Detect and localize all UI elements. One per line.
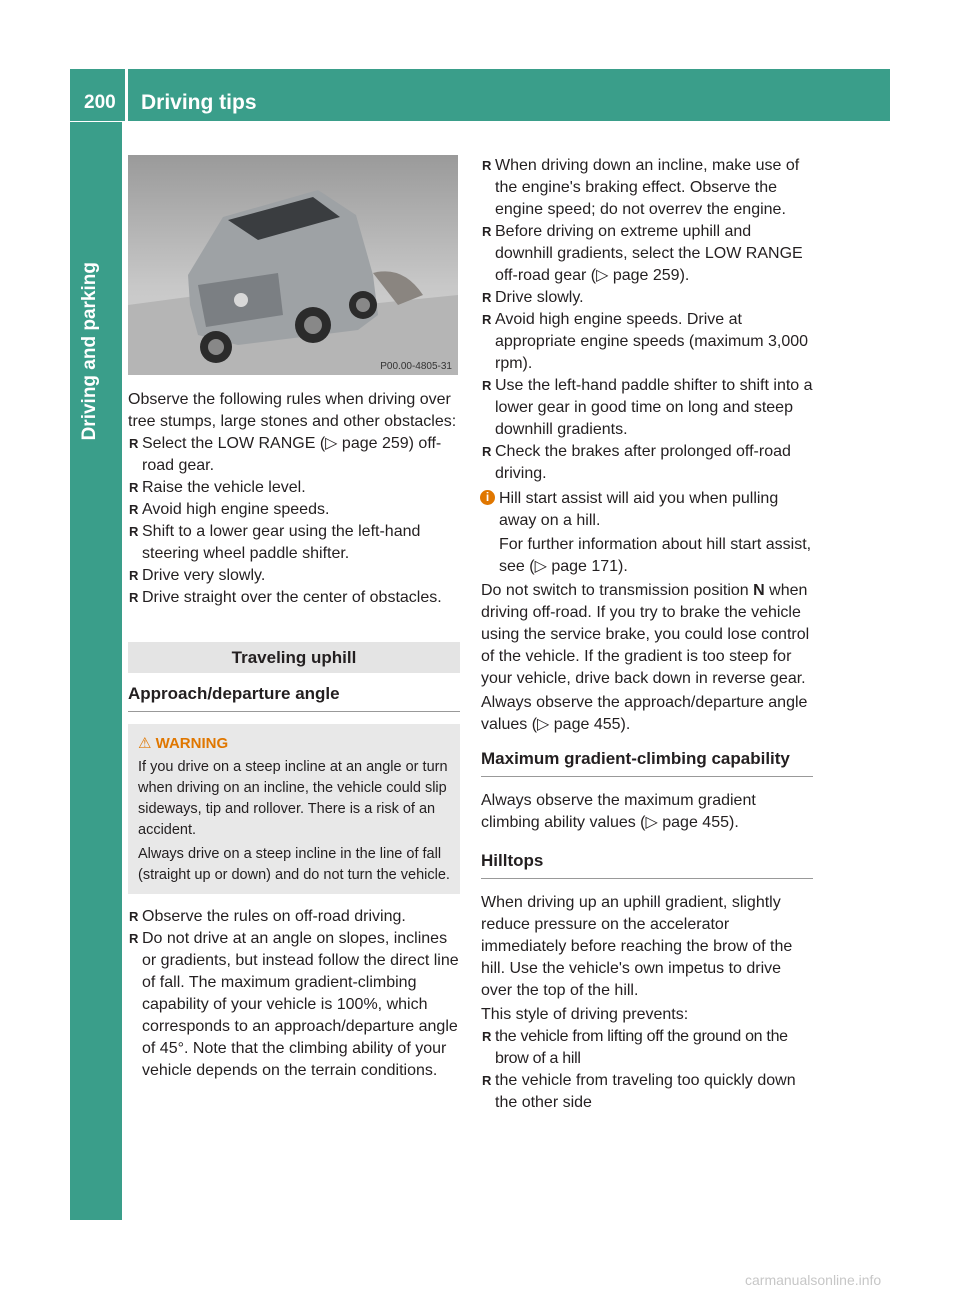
prevents-text: This style of driving prevents: — [481, 1006, 689, 1023]
list-item: R Do not drive at an angle on slopes, inclines or gradients, but instead follow the direct line of fall. The maximum gradient-climbing capability of your vehicle is 100%, which corresponds to an approach/departure angle of 45°. Note that the climbing ability of your vehicle depends on the terrain conditions. — [128, 928, 460, 1082]
list-item: R Observe the rules on off-road driving. — [128, 906, 460, 928]
vehicle-photo — [128, 155, 458, 375]
list-item: R Avoid high engine speeds. Drive at appropriate engine speeds (maximum 3,000 rpm). — [481, 309, 813, 375]
info-text: Hill start assist will aid you when pulling away on a hill. — [499, 490, 779, 529]
list-item: R When driving down an incline, make use of the engine's braking effect. Observe the engine speed; do not overrev the engine. — [481, 155, 813, 221]
right-column — [481, 155, 813, 1114]
list-item: R Raise the vehicle level. — [128, 477, 460, 499]
list-item: R Before driving on extreme uphill and downhill gradients, select the LOW RANGE off-road gear (▷ page 259). — [481, 221, 813, 287]
warning-title — [138, 733, 450, 754]
header-divider — [125, 69, 128, 121]
neutral-warning-paragraph — [481, 580, 813, 690]
list-item: R the vehicle from traveling too quickly down the other side — [481, 1070, 813, 1114]
list-item: R Drive straight over the center of obstacles. — [128, 587, 460, 609]
warning-box — [128, 724, 460, 894]
intro-paragraph: Observe the following rules when driving over tree stumps, large stones and other obstacles: — [128, 391, 457, 430]
info-note — [481, 488, 813, 578]
prevents-list — [481, 1026, 813, 1114]
list-item: R Select the LOW RANGE (▷ page 259) off-road gear. — [128, 433, 460, 477]
suv-offroad-illustration — [128, 155, 458, 375]
section-title: Traveling uphill — [128, 642, 460, 673]
image-reference-label: P00.00-4805-31 — [380, 361, 452, 372]
side-tab — [70, 122, 122, 1220]
gear-position-n: N — [753, 582, 765, 599]
heading-gradient-capability: Maximum gradient-climbing capability — [481, 748, 813, 777]
list-item: R Shift to a lower gear using the left-hand steering wheel paddle shifter. — [128, 521, 460, 565]
list-item: R Drive slowly. — [481, 287, 813, 309]
warning-triangle-icon: ⚠ — [138, 735, 152, 752]
subheading-approach-angle: Approach/departure angle — [128, 683, 460, 712]
info-text: For further information about hill start assist, see (▷ page 171). — [499, 536, 812, 575]
uphill-rules-list — [128, 906, 460, 1082]
page-number: 200 — [84, 92, 116, 113]
neutral-text-start: Do not switch to transmission position — [481, 582, 754, 599]
neutral-text-end: when driving off-road. If you try to brake the vehicle using the service brake, you could lose control of the vehicle. If the gradient is too steep for your vehicle, drive back down in reverse gear. — [481, 582, 810, 687]
list-item: R Check the brakes after prolonged off-road driving. — [481, 441, 813, 485]
list-item: R Use the left-hand paddle shifter to shift into a lower gear in good time on long and steep downhill gradients. — [481, 375, 813, 441]
side-tab-label: Driving and parking — [79, 262, 100, 441]
info-icon: i — [480, 490, 495, 505]
list-item: R the vehicle from lifting off the ground on the brow of a hill — [481, 1026, 813, 1070]
obstacle-rules-list — [128, 433, 460, 609]
left-column — [128, 389, 460, 1082]
list-item: R Drive very slowly. — [128, 565, 460, 587]
hilltops-text: When driving up an uphill gradient, slightly reduce pressure on the accelerator immediately before reaching the brow of the hill. Use the vehicle's own impetus to drive over the top of the hill. — [481, 894, 793, 999]
warning-text: If you drive on a steep incline at an angle or turn when driving on an incline, the vehicle could slip sideways, tip and rollover. There is a risk of an accident. — [138, 759, 448, 838]
warning-text: Always drive on a steep incline in the line of fall (straight up or down) and do not turn the vehicle. — [138, 846, 450, 883]
gradient-text: Always observe the maximum gradient climbing ability values (▷ page 455). — [481, 792, 756, 831]
watermark: carmanualsonline.info — [745, 1272, 882, 1288]
list-item: R Avoid high engine speeds. — [128, 499, 460, 521]
heading-hilltops: Hilltops — [481, 850, 813, 879]
approach-note: Always observe the approach/departure angle values (▷ page 455). — [481, 694, 808, 733]
warning-label: WARNING — [155, 735, 229, 752]
page-title: Driving tips — [141, 91, 257, 114]
downhill-rules-list — [481, 155, 813, 485]
